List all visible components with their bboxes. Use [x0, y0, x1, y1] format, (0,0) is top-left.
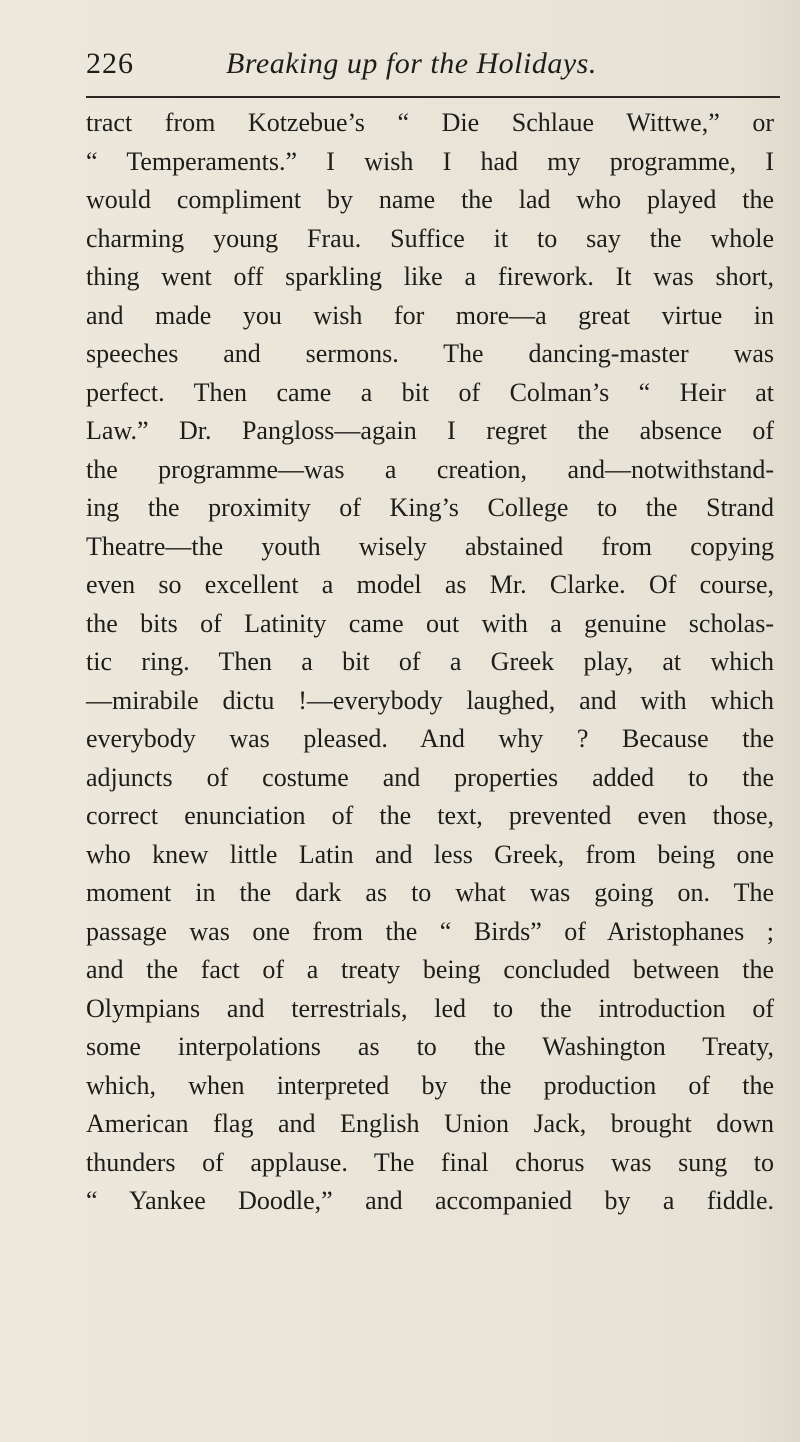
- text-line: everybody was pleased. And why ? Because the: [86, 724, 774, 753]
- text-line: thing went off sparkling like a firework. It was short,: [86, 262, 774, 291]
- text-line: would compliment by name the lad who played the: [86, 185, 774, 214]
- page-number: 226: [86, 47, 134, 80]
- text-line: correct enunciation of the text, prevented even those,: [86, 801, 774, 830]
- text-line: Olympians and terrestrials, led to the introduction of: [86, 993, 774, 1023]
- text-line: some interpolations as to the Washington Treaty,: [86, 1032, 774, 1061]
- text-line: which, when interpreted by the production of the: [86, 1070, 774, 1100]
- text-line: tic ring. Then a bit of a Greek play, at which: [86, 647, 774, 676]
- text-line: “ Temperaments.” I wish I had my programme, I: [86, 146, 774, 176]
- text-line: Law.” Dr. Pangloss—again I regret the absence of: [86, 416, 774, 445]
- text-line: and made you wish for more—a great virtue in: [86, 300, 774, 330]
- text-line: the bits of Latinity came out with a genuine scholas-: [86, 608, 774, 638]
- text-line: adjuncts of costume and properties added to the: [86, 762, 774, 792]
- text-line: —mirabile dictu !—everybody laughed, and with which: [86, 685, 774, 715]
- text-line: even so excellent a model as Mr. Clarke. Of course,: [86, 570, 774, 599]
- running-title: Breaking up for the Holidays.: [226, 47, 597, 80]
- text-line: ing the proximity of King’s College to the Strand: [86, 493, 774, 522]
- text-line: American flag and English Union Jack, brought down: [86, 1109, 774, 1138]
- text-line: moment in the dark as to what was going on. The: [86, 878, 774, 907]
- text-line: speeches and sermons. The dancing-master was: [86, 339, 774, 368]
- body-text: [86, 104, 774, 1221]
- running-head: [86, 44, 780, 84]
- text-line: charming young Frau. Suffice it to say the whole: [86, 223, 774, 253]
- header-rule: [86, 96, 780, 98]
- text-line: thunders of applause. The final chorus was sung to: [86, 1147, 774, 1177]
- text-line: who knew little Latin and less Greek, from being one: [86, 839, 774, 869]
- text-line: and the fact of a treaty being concluded between the: [86, 955, 774, 984]
- text-line: the programme—was a creation, and—notwithstand-: [86, 454, 774, 484]
- text-line: “ Yankee Doodle,” and accompanied by a fiddle.: [86, 1186, 774, 1215]
- text-line: tract from Kotzebue’s “ Die Schlaue Wittwe,” or: [86, 108, 774, 137]
- text-line: passage was one from the “ Birds” of Aristophanes ;: [86, 916, 774, 946]
- text-line: perfect. Then came a bit of Colman’s “ Heir at: [86, 377, 774, 407]
- text-line: Theatre—the youth wisely abstained from copying: [86, 531, 774, 561]
